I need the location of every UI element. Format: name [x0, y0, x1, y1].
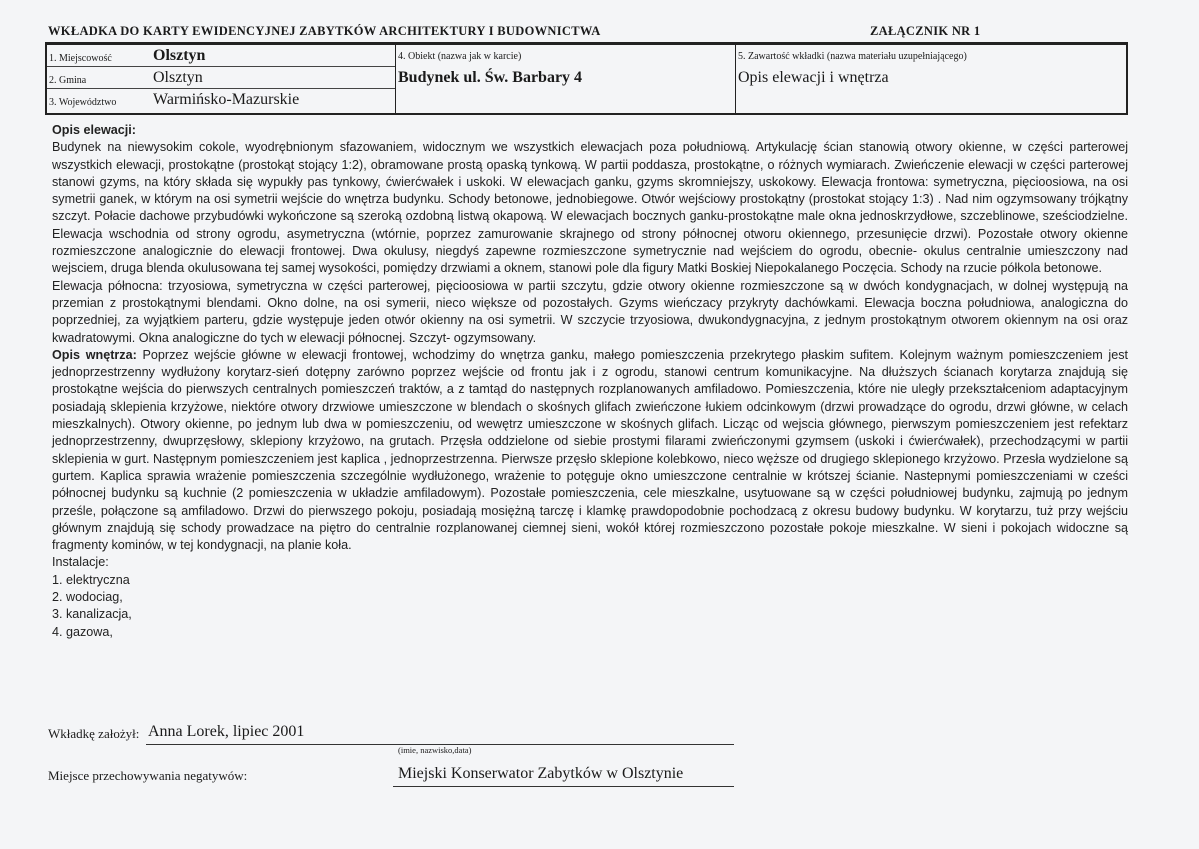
facade-paragraph-2: Elewacja północna: trzyosiowa, symetryczna w części parterowej, pięcioosiowa w partii szczytu, gdzie otwory okienne rozmieszczone są w dwóch kondygnacjach, w dolnej występują na przemian z prostokątnymi blendami. Okno dolne, na osi symerii, nieco większe od pozostałych. Gzyms wieńczacy przykryty dachówkami. Elewacja boczna południowa, analogiczna do poprzedniej, za wyjątkiem parteru, gdzie występuje jeden otwór okienny na osi symetrii. W szczycie trzyosiowa, dwukondygnacyjna, z jednym prostokątnym otworem okiennym na osi oraz kwadratowymi. Okna analogiczne do tych w elewacji północnej. Szczyt- ogzymsowany.: [52, 278, 1128, 345]
list-item: 3. kanalizacja,: [52, 607, 132, 622]
object-value: Budynek ul. Św. Barbary 4: [398, 69, 583, 86]
list-item: 2. wodociag,: [52, 590, 123, 605]
installations-list: [52, 572, 1128, 641]
object-label: 4. Obiekt (nazwa jak w karcie): [398, 51, 522, 62]
town-row: [47, 45, 395, 67]
voivodeship-label: 3. Województwo: [49, 97, 117, 108]
info-table: [45, 42, 1128, 115]
storage-value: Miejski Konserwator Zabytków w Olsztynie: [398, 765, 684, 782]
commune-label: 2. Gmina: [49, 75, 87, 86]
facade-paragraph-1: Budynek na niewysokim cokole, wyodrębnionym sfazowaniem, widocznym we wszystkich elewacjach poza południową. Artykulację ścian stanowią otwory okienne, w części parterowej wszystkich elewacji, prostokątne (prostokąt stojący 1:2), obramowane prostą opaską tynkową. W partii poddasza, prostokątne, o różnych wymiarach. Zwieńczenie elewacji w części parterowej stanowi gzyms, na który składa się wypukły pas tynkowy, ćwierćwałek i uskoki. W elewacjach ganku, gzyms skromniejszy, uskokowy. Elewacja frontowa: symetryczna, pięcioosiowa, na osi symetrii ganek, w którym na osi symetrii wejście do wnętrza budynku. Schody betonowe, jednobiegowe. Otwór wejściowy prostokątny (prostokat stojący 1:3) . Nad nim ogzymsowany trójkątny szczyt. Połacie dachowe przybudówki wykończone są szeroką ozdobną listwą okapową. W elewacjach bocznych ganku-prostokątne male okna jednoskrzydłowe, szczeblinowe, sześciodzielne. Elewacja wschodnia od strony ogrodu, asymetryczna (wtórnie, poprzez zamurowanie skrajnego od strony północnej otworu okiennego, przesunięcie drzwi). Pozostałe otwory okienne rozmieszczone analogicznie do elewacji frontowej. Dwa okulusy, niegdyś zapewne rozmieszczone symetrycznie nad wejściem do ogrodu, obecnie- okulus centralnie umieszczony nad wejsciem, druga blenda okulusowana tej samej wysokości, pomiędzy drzwiami a oknem, stanowi pole dla figury Matki Boskiej Niepokalanego Poczęcia. Schody na rzucie półkola betonowe.: [52, 140, 1128, 276]
installations-label: Instalacje:: [52, 555, 109, 570]
contents-value: Opis elewacji i wnętrza: [738, 69, 889, 86]
author-label: Wkładkę założył:: [48, 726, 140, 741]
contents-label: 5. Zawartość wkładki (nazwa materiału uzupełniającego): [738, 51, 967, 62]
storage-underline: [393, 786, 734, 787]
interior-heading: Opis wnętrza:: [52, 347, 137, 362]
author-hint: (imie, nazwisko,data): [398, 745, 472, 755]
contents-column: [736, 45, 1126, 113]
interior-text: Poprzez wejście główne w elewacji frontowej, wchodzimy do wnętrza ganku, małego pomieszczenia przekrytego płaskim sufitem. Kolejnym ważnym pomieszczeniem jest jednoprzestrzenny wydłużony korytarz-sień dotępny zarówno poprzez wejście od frontu jak i z ogrodu, stanowi centrum komunikacyjne. Na dłuższych ścianach korytarza znajdują się prostokątne wejścia do pierwszych centralnych pomieszczeń traktów, a z tamtąd do następnych rozplanowanych amfiladowo. Pomieszczenia, które nie uległy przekształceniom adaptacyjnym posiadają sklepienia krzyżowe, niektóre otwory drzwiowe umieszczone w blendach o skośnych glifach zwieńczone łukiem odcinkowym (drzwi prowadzące do ogrodu, drzwi główne, w celach mieszkalnych). Otwory okienne, po jednym lub dwa w pomieszczeniu, od wewętrz umieszczone w skośnych glifach. Licząc od wejscia głównego, pierwszym pomieszczeniem jest refektarz jednoprzestrzenny, dwuprzęsłowy, sklepiony krzyżowo, na grutach. Przęsła oddzielone od siebie prostymi filarami zwieńczonymi gzymsem (uskoki i ćwierćwałek), przechodzącymi w partii sklepienia w gurt. Następnym pomieszczeniem jest kaplica , jednoprzestrzenna. Pierwsze przęsło sklepione kolebkowo, nieco węższe od drugiego sklepionego krzyżowo. Przesła wydzielone są gurtem. Kaplica sprawia wrażenie pomieszczenia szczególnie wydłużonego, wrażenie to potęguje okno umieszczone centralnie w krótszej ścianie. Nastepnymi pomieszczeniami w cześci północnej budynku są kuchnie (2 pomieszczenia w układzie amfiladowym). Pozostałe pomieszczenia, cele mieszkalne, usytuowane są w części południowej budynku, zajmują po jednym prześle, połączone są amfiladowo. Drzwi do pierwszego pokoju, posiadają mosiężną tarczę i klamkę prawdopodobnie pochodzacą z okresu budowy budynku. W korytarzu, tuż przy wejściu głównym znajdują się schody prowadzace na piętro do centralnie rozplanowanej ciemnej sieni, wokół której rozmieszczono pozostałe pokoje mieszkalne. W sieni i pokojach widoczne są fragmenty kominów, w tej kondygnacji, na planie koła.: [52, 347, 1129, 553]
town-label: 1. Miejscowość: [49, 53, 112, 64]
storage-label: Miejsce przechowywania negatywów:: [48, 768, 248, 783]
town-value: Olsztyn: [153, 47, 206, 64]
author-value: Anna Lorek, lipiec 2001: [148, 723, 305, 740]
voivodeship-row: [47, 89, 395, 111]
document-title: WKŁADKA DO KARTY EWIDENCYJNEJ ZABYTKÓW ARCHITEKTURY I BUDOWNICTWA: [48, 24, 601, 38]
facade-heading: Opis elewacji:: [52, 123, 136, 137]
list-item: 1. elektryczna: [52, 572, 130, 587]
attachment-number: ZAŁĄCZNIK NR 1: [870, 24, 981, 38]
voivodeship-value: Warmińsko-Mazurskie: [153, 91, 300, 108]
list-item: 4. gazowa,: [52, 624, 113, 639]
location-column: [47, 45, 396, 113]
description-body: [52, 122, 1128, 641]
object-column: [396, 45, 736, 113]
commune-row: [47, 67, 395, 89]
interior-paragraph: [52, 347, 1128, 555]
commune-value: Olsztyn: [153, 69, 203, 86]
